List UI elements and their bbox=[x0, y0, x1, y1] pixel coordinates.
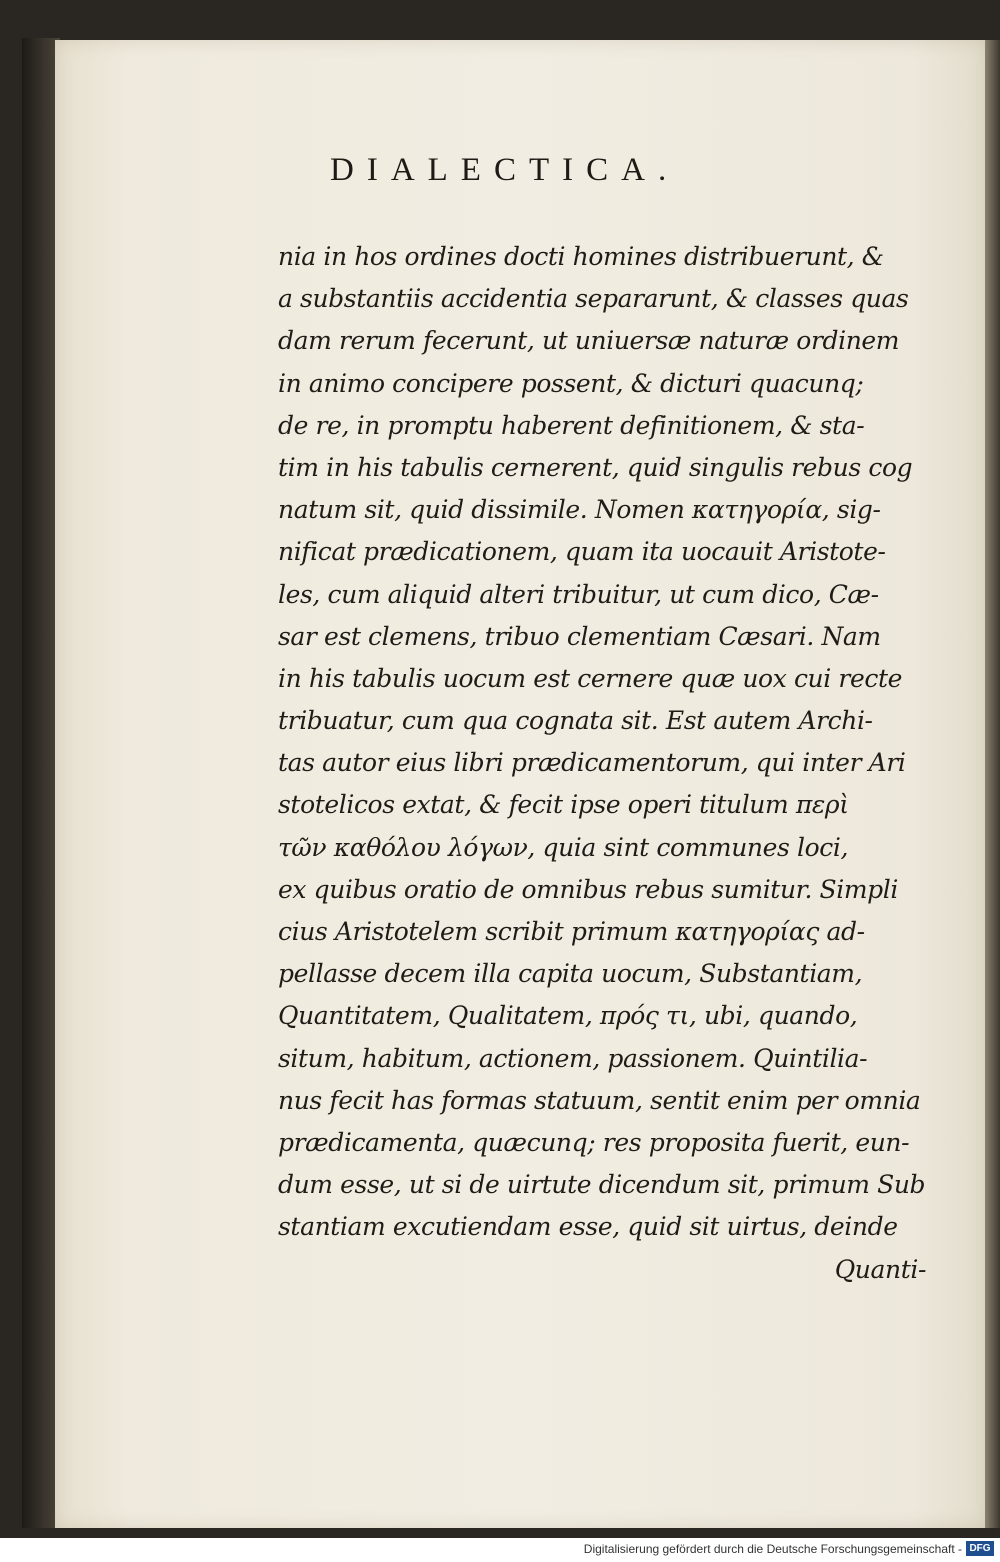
text-line: prædicamenta, quæcunq; res proposita fuerit, eun- bbox=[278, 1127, 910, 1157]
text-line: tribuatur, cum qua cognata sit. Est autem Archi- bbox=[278, 706, 873, 736]
text-line: natum sit, quid dissimile. Nomen κατηγορία, sig- bbox=[278, 495, 881, 525]
text-line: a substantiis accidentia separarunt, & classes quas bbox=[278, 284, 909, 314]
text-line: ex quibus oratio de omnibus rebus sumitur. Simpli bbox=[278, 874, 898, 904]
text-line: tas autor eius libri prædicamentorum, qui inter Ari bbox=[278, 748, 906, 778]
text-line: in his tabulis uocum est cernere quæ uox cui recte bbox=[278, 663, 902, 693]
page-edge-shadow bbox=[985, 40, 1000, 1528]
catchword: Quanti- bbox=[834, 1254, 926, 1284]
text-line: dam rerum fecerunt, ut uniuersæ naturæ ordinem bbox=[278, 326, 900, 356]
digitization-credit: Digitalisierung gefördert durch die Deutsche Forschungsgemeinschaft - bbox=[583, 1542, 962, 1556]
dfg-logo: DFG bbox=[966, 1541, 994, 1556]
running-head: DIALECTICA. bbox=[330, 152, 680, 188]
text-line: dum esse, ut si de uirtute dicendum sit, primum Sub bbox=[278, 1170, 926, 1200]
body-text bbox=[278, 236, 968, 1291]
text-line: stantiam excutiendam esse, quid sit uirtus, deinde bbox=[278, 1212, 898, 1242]
text-line: stotelicos extat, & fecit ipse operi titulum περὶ bbox=[278, 790, 849, 820]
text-line: sar est clemens, tribuo clementiam Cæsari. Nam bbox=[278, 621, 881, 651]
text-line: nificat prædicationem, quam ita uocauit Aristote- bbox=[278, 537, 886, 567]
text-line: situm, habitum, actionem, passionem. Quintilia- bbox=[278, 1043, 868, 1073]
text-line: Quantitatem, Qualitatem, πρός τι, ubi, quando, bbox=[278, 1001, 858, 1031]
text-line: τῶν καθόλου λόγων, quia sint communes loci, bbox=[278, 832, 848, 862]
text-line: tim in his tabulis cernerent, quid singulis rebus cog bbox=[278, 452, 913, 482]
text-line: les, cum aliquid alteri tribuitur, ut cum dico, Cæ- bbox=[278, 579, 879, 609]
text-line: nia in hos ordines docti homines distribuerunt, & bbox=[278, 242, 884, 271]
text-line: in animo concipere possent, & dicturi quacunq; bbox=[278, 368, 864, 398]
text-line: pellasse decem illa capita uocum, Substantiam, bbox=[278, 959, 863, 989]
text-line: nus fecit has formas statuum, sentit enim per omnia bbox=[278, 1085, 921, 1115]
text-line: cius Aristotelem scribit primum κατηγορίας ad- bbox=[278, 917, 865, 946]
text-line: de re, in promptu haberent definitionem, & sta- bbox=[278, 410, 865, 440]
